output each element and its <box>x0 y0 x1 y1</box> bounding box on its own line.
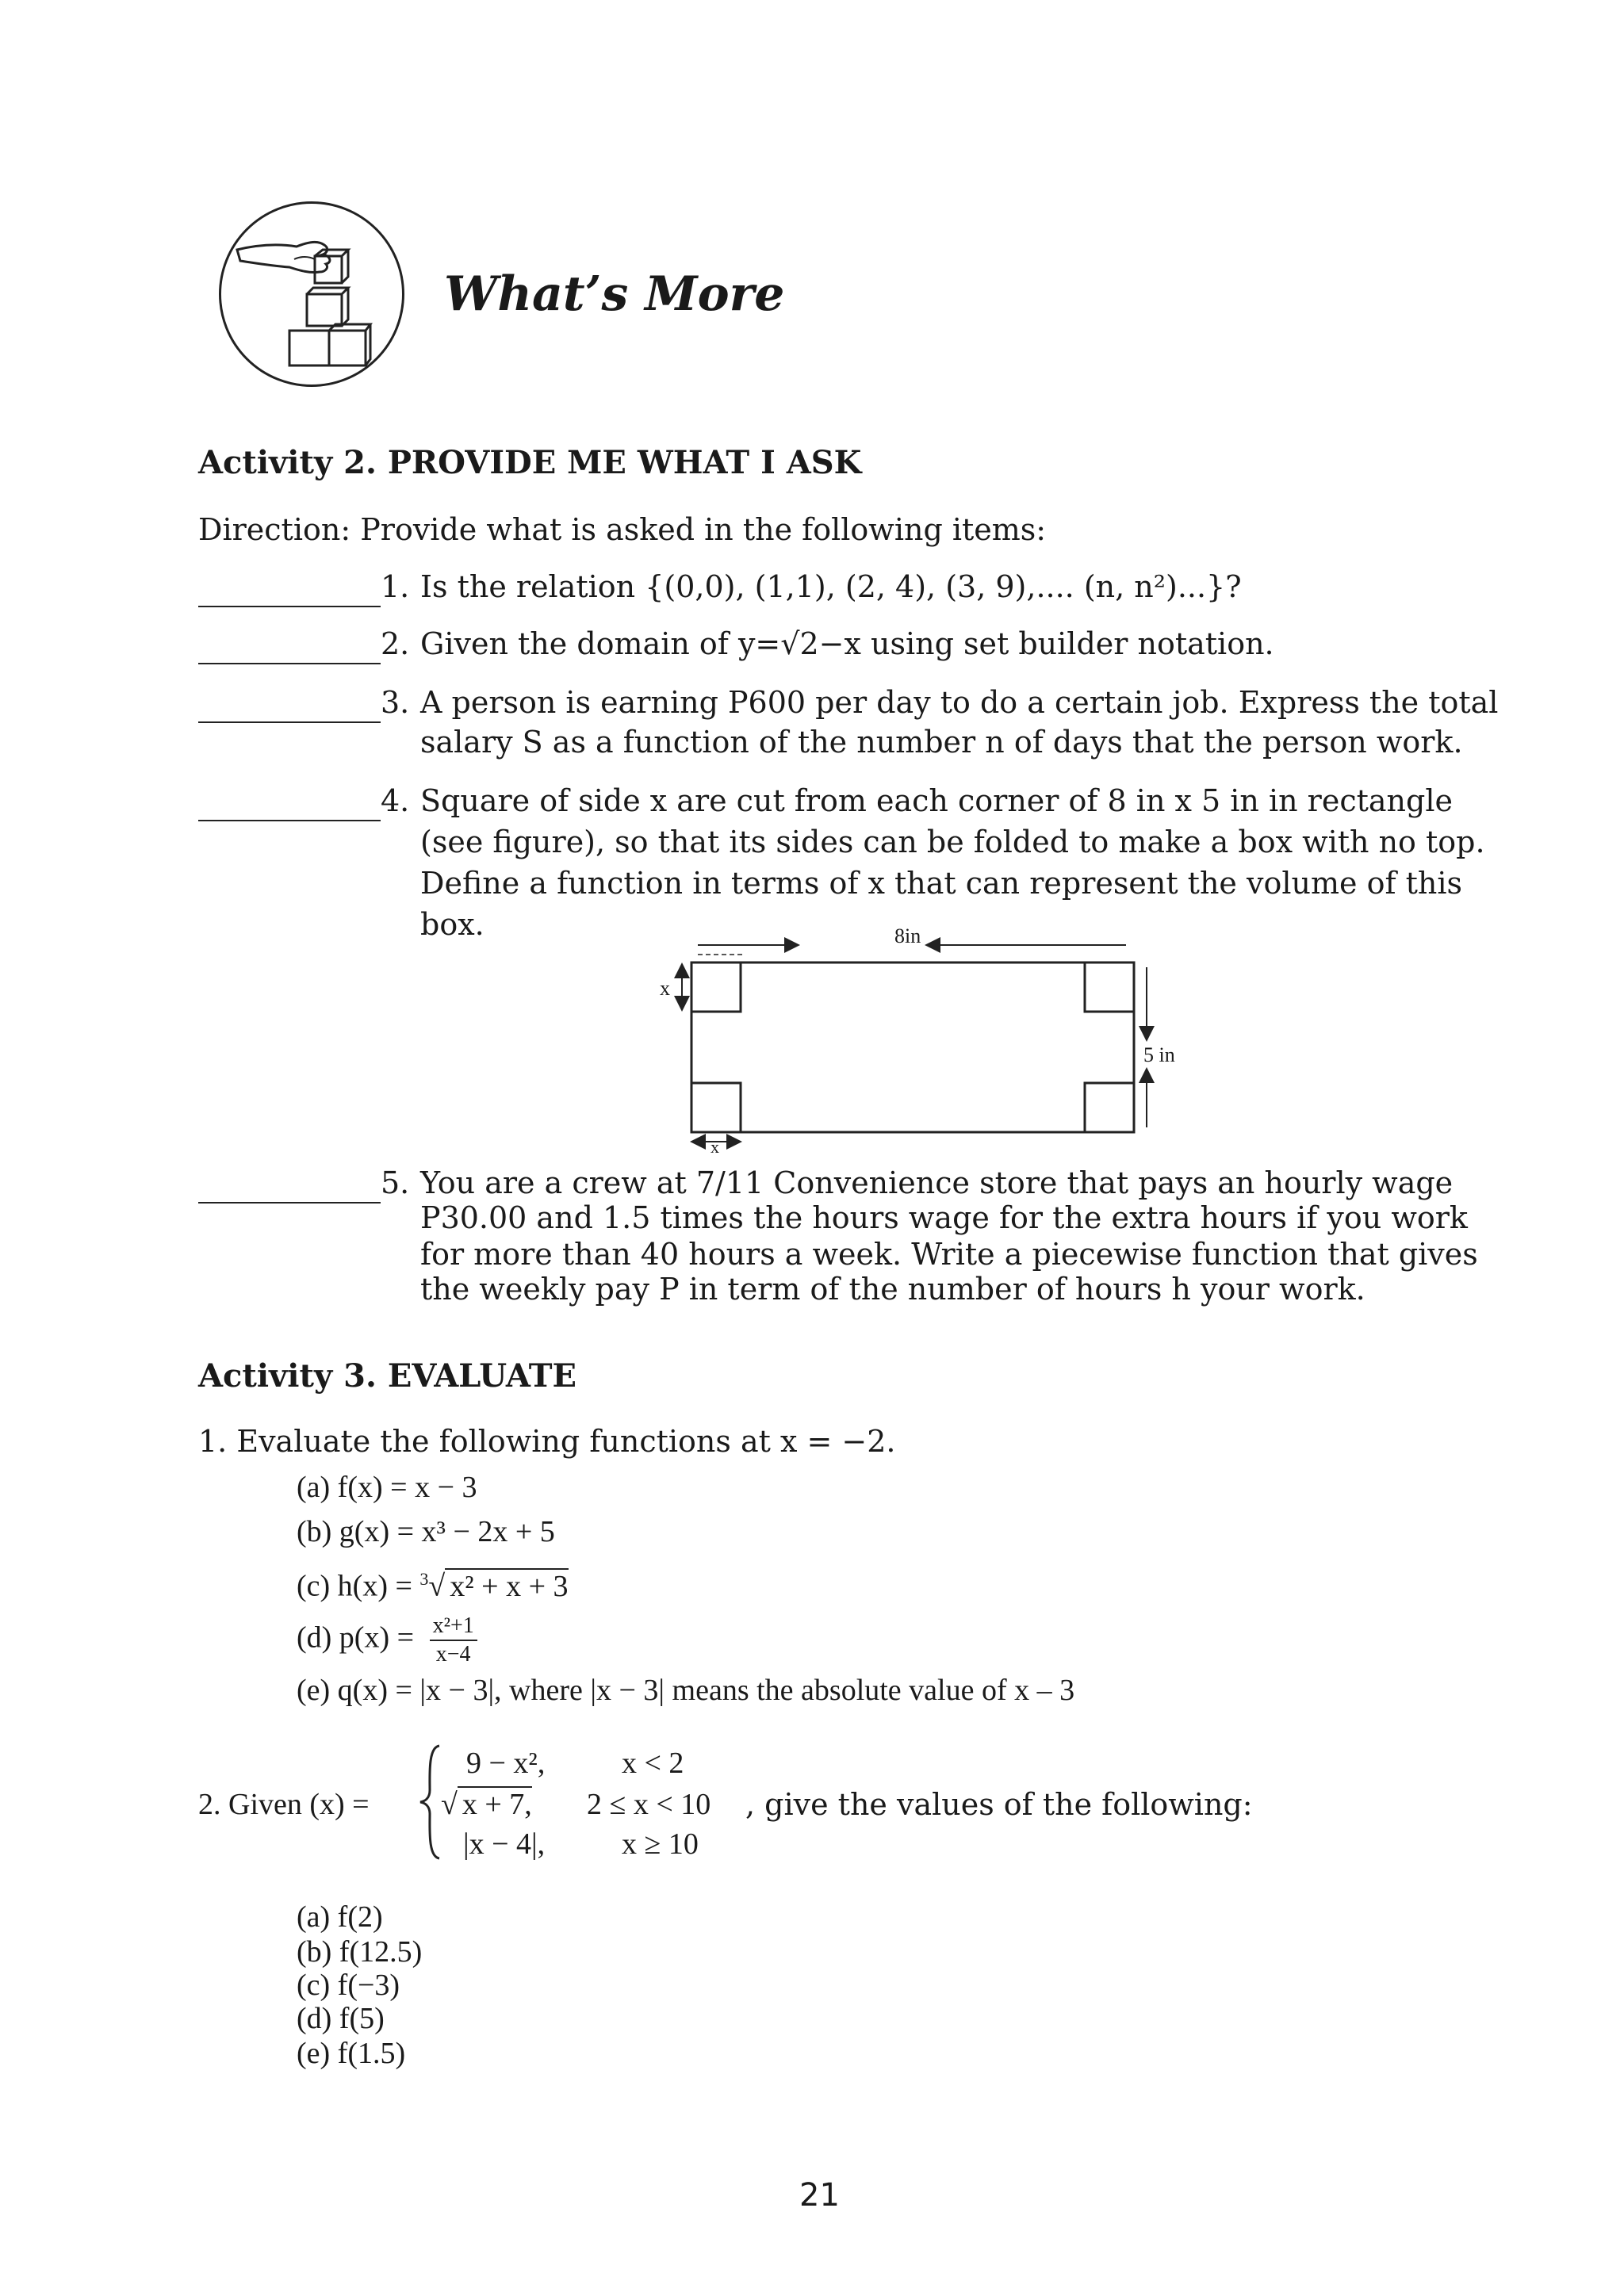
question-2-trail: , give the values of the following: <box>745 1787 1253 1822</box>
case-3-cond: x ≥ 10 <box>622 1827 699 1861</box>
part-a: (a) f(2) <box>297 1900 383 1934</box>
figure-height-label: 5 in <box>1143 1043 1175 1066</box>
case-2-radicand: x + 7, <box>458 1786 532 1821</box>
item-number: 4. <box>381 783 410 818</box>
part-d: (d) f(5) <box>297 2002 385 2035</box>
item-text: the weekly pay P in term of the number of hours h your work. <box>420 1272 1365 1307</box>
item-text: P30.00 and 1.5 times the hours wage for the extra hours if you work <box>420 1200 1468 1235</box>
radicand: x² + x + 3 <box>445 1568 568 1603</box>
question-2-lead: 2. Given (x) = <box>198 1788 370 1821</box>
function-d <box>297 1613 477 1668</box>
figure-side-label: x <box>660 977 670 1000</box>
item-number: 1. <box>381 569 410 604</box>
item-number: 2. <box>381 626 410 661</box>
case-1-cond: x < 2 <box>622 1747 684 1780</box>
part-c: (c) f(−3) <box>297 1969 400 2002</box>
answer-blank[interactable] <box>198 682 381 723</box>
answer-blank[interactable] <box>198 780 381 821</box>
part-b: (b) f(12.5) <box>297 1935 423 1969</box>
function-c: (c) h(x) = $^3$√ x² + x + 3 <box>297 1569 569 1603</box>
function-e: (e) q(x) = |x − 3|, where |x − 3| means the absolute value of x – 3 <box>297 1674 1075 1707</box>
item-number: 3. <box>381 685 410 720</box>
item-text: You are a crew at 7/11 Convenience store that pays an hourly wage <box>420 1165 1454 1200</box>
piecewise-brace <box>419 1743 442 1862</box>
function-d-label: (d) p(x) = <box>297 1621 422 1655</box>
item-text: Is the relation {(0,0), (1,1), (2, 4), (3, 9),.... (n, n²)...}? <box>420 569 1242 604</box>
answer-blank[interactable] <box>198 623 381 664</box>
answer-blank[interactable] <box>198 566 381 607</box>
activity-2-direction: Direction: Provide what is asked in the following items: <box>198 512 1047 547</box>
item-text: salary S as a function of the number n of days that the person work. <box>420 725 1463 760</box>
answer-blank[interactable] <box>198 1162 381 1203</box>
case-2-expr: √ x + 7, <box>441 1788 532 1821</box>
stacking-blocks-icon <box>219 201 404 387</box>
case-2-cond: 2 ≤ x < 10 <box>587 1788 711 1821</box>
item-text: for more than 40 hours a week. Write a piecewise function that gives <box>420 1237 1478 1272</box>
item-text: Square of side x are cut from each corner of 8 in x 5 in in rectangle <box>420 783 1453 818</box>
box-figure <box>660 920 1205 1158</box>
item-text: Define a function in terms of x that can represent the volume of this <box>420 866 1462 901</box>
item-text: (see figure), so that its sides can be folded to make a box with no top. <box>420 825 1485 859</box>
section-title: What’s More <box>444 266 785 322</box>
activity-3-heading: Activity 3. EVALUATE <box>198 1357 576 1395</box>
case-3-expr: |x − 4|, <box>463 1827 546 1861</box>
fraction-numerator: x²+1 <box>430 1613 477 1641</box>
item-text: Given the domain of y=√2−x using set builder notation. <box>420 626 1274 661</box>
activity-2-heading: Activity 2. PROVIDE ME WHAT I ASK <box>198 444 862 481</box>
function-a: (a) f(x) = x − 3 <box>297 1471 477 1504</box>
root-index: 3 <box>419 1569 429 1589</box>
page-number: 21 <box>799 2177 840 2214</box>
figure-side-label: x <box>710 1137 719 1157</box>
figure-width-label: 8in <box>894 924 921 947</box>
fraction-denominator: x−4 <box>435 1642 471 1667</box>
part-e: (e) f(1.5) <box>297 2037 406 2070</box>
function-c-label: (c) h(x) = <box>297 1569 420 1603</box>
item-text: box. <box>420 907 485 942</box>
function-b: (b) g(x) = x³ − 2x + 5 <box>297 1515 555 1548</box>
item-text: A person is earning P600 per day to do a certain job. Express the total <box>420 685 1499 720</box>
case-1-expr: 9 − x², <box>466 1747 546 1780</box>
item-number: 5. <box>381 1165 410 1200</box>
question-1-prompt: 1. Evaluate the following functions at x = −2. <box>198 1424 896 1459</box>
